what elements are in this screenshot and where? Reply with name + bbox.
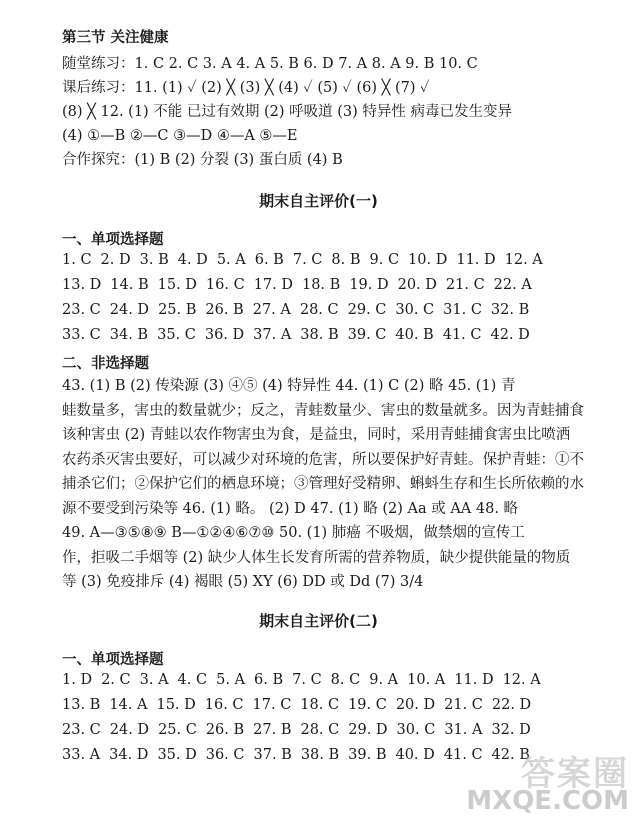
explore-answers: 合作探究：(1) B (2) 分裂 (3) 蛋白质 (4) B (62, 152, 343, 168)
answer-item: 33. C (62, 327, 101, 343)
answer-item: 23. C (62, 302, 101, 318)
answer-item: 42. D (490, 327, 530, 343)
eval-1-mc-answers (62, 248, 562, 348)
eval-1-nonmc-heading: 二、非选择题 (62, 356, 149, 372)
answer-item: 29. C (347, 302, 387, 318)
answer-item: 42. B (491, 747, 530, 763)
eval-1-title: 期末自主评价(一) (259, 192, 378, 210)
answer-item: 30. C (395, 302, 435, 318)
answer-item: 10. A (407, 672, 446, 688)
answer-item: 9. C (369, 252, 400, 268)
answer-item: 11. D (456, 252, 496, 268)
answer-item: 4. C (177, 672, 208, 688)
answer-item: 13. D (62, 277, 102, 293)
answer-item: 23. C (62, 722, 101, 738)
answer-item: 37. A (253, 327, 292, 343)
answer-item: 4. D (177, 252, 208, 268)
answer-item: 15. D (157, 277, 197, 293)
answer-item: 21. C (445, 277, 485, 293)
answer-row (62, 718, 562, 743)
answer-item: 28. C (300, 722, 340, 738)
answer-item: 32. D (491, 722, 531, 738)
eval-1-mc-heading: 一、单项选择题 (62, 232, 164, 248)
answer-item: 17. D (253, 277, 293, 293)
answer-item: 24. D (109, 302, 150, 318)
homework-answers-line-3: (4) ①—B ②—C ③—D ④—A ⑤—E (62, 128, 298, 144)
answer-item: 25. B (158, 302, 197, 318)
answer-item: 12. A (502, 672, 541, 688)
answer-item: 1. D (62, 672, 93, 688)
answer-item: 6. B (254, 672, 284, 688)
answer-item: 2. C (101, 672, 131, 688)
watermark-stamp: 答案圈 (521, 754, 629, 794)
answer-item: 39. C (347, 327, 387, 343)
answer-item: 40. D (395, 747, 435, 763)
answer-item: 19. D (349, 277, 389, 293)
section-title: 第三节 关注健康 (62, 30, 169, 46)
eval-2-title: 期末自主评价(二) (259, 612, 378, 630)
answer-item: 33. A (62, 747, 101, 763)
answer-item: 37. B (253, 747, 292, 763)
answer-item: 16. C (204, 697, 244, 713)
answer-row (62, 693, 562, 718)
answer-item: 10. D (408, 252, 448, 268)
answer-item: 31. C (443, 302, 482, 318)
answer-item: 8. C (330, 672, 361, 688)
homework-answers-line-2: (8) ╳ 12. (1) 不能 已过有效期 (2) 呼吸道 (3) 特异性 病毒已发生变异 (62, 104, 513, 120)
answer-item: 34. B (109, 327, 149, 343)
answer-item: 7. C (292, 252, 323, 268)
watermark-site: MXQE.COM (466, 786, 629, 816)
answer-item: 9. A (369, 672, 399, 688)
answer-item: 3. B (139, 252, 169, 268)
answer-item: 25. C (158, 722, 197, 738)
answer-item: 29. D (348, 722, 388, 738)
answer-item: 26. B (205, 302, 244, 318)
answer-item: 3. A (139, 672, 169, 688)
answer-item: 2. D (100, 252, 131, 268)
answer-item: 20. D (397, 277, 437, 293)
answer-item: 5. A (216, 672, 246, 688)
answer-text-line: 49. A—③⑤⑧⑨ B—①②④⑥⑦⑩ 50. (1) 肺癌 不吸烟，做禁烟的宣传工 (62, 525, 525, 541)
answer-row (62, 298, 562, 323)
answer-item: 6. B (254, 252, 284, 268)
answer-item: 22. A (493, 277, 532, 293)
answer-item: 12. A (504, 252, 543, 268)
answer-item: 36. C (205, 747, 245, 763)
answer-item: 27. B (253, 722, 292, 738)
classwork-answers: 随堂练习：1. C 2. C 3. A 4. A 5. B 6. D 7. A 8. A 9. B 10. C (62, 56, 478, 72)
answer-item: 14. B (110, 277, 149, 293)
answer-item: 7. C (292, 672, 322, 688)
answer-text-line: 43. (1) B (2) 传染源 (3) ④⑤ (4) 特异性 44. (1) C (2) 略 45. (1) 青 (62, 378, 516, 394)
answer-row (62, 248, 562, 273)
answer-item: 13. B (62, 697, 101, 713)
answer-text-line: 源不要受到污染等 46. (1) 略。 (2) D 47. (1) 略 (2) Aa 或 AA 48. 略 (62, 500, 519, 517)
answer-item: 41. C (442, 327, 482, 343)
answer-text-line: 作，拒吸二手烟等 (2) 缺少人体生长发育所需的营养物质，缺少提供能量的物质 (62, 549, 571, 566)
answer-item: 18. B (301, 277, 341, 293)
answer-item: 20. D (395, 697, 436, 713)
answer-row (62, 668, 562, 693)
answer-item: 27. A (252, 302, 291, 318)
answer-item: 22. D (491, 697, 532, 713)
answer-item: 17. C (252, 697, 292, 713)
answer-row (62, 323, 562, 348)
answer-item: 26. B (205, 722, 245, 738)
answer-item: 18. C (300, 697, 340, 713)
answer-item: 24. D (109, 722, 150, 738)
answer-item: 14. A (109, 697, 148, 713)
answer-item: 28. C (299, 302, 339, 318)
answer-item: 21. C (444, 697, 483, 713)
answer-item: 1. C (62, 252, 92, 268)
answer-item: 16. C (205, 277, 245, 293)
answer-item: 11. D (454, 672, 494, 688)
homework-answers-line-1: 课后练习：11. (1) ✓ (2) ╳ (3) ╳ (4) ✓ (5) ✓ (6) ╳ (7) ✓ (62, 80, 430, 96)
answer-item: 39. B (348, 747, 387, 763)
answer-text-line: 农药杀灭害虫要好，可以减少对环境的危害，所以要保护好青蛙。保护青蛙：①不 (62, 451, 584, 468)
answer-text-line: 捕杀它们；②保护它们的栖息环境；③管理好受精卵、蝌蚪生存和生长所依赖的水 (62, 476, 584, 492)
answer-item: 5. A (216, 252, 246, 268)
answer-row (62, 273, 562, 298)
answer-item: 38. B (300, 327, 339, 343)
answer-item: 36. D (204, 327, 245, 343)
watermark (439, 746, 629, 816)
answer-item: 31. A (444, 722, 483, 738)
answer-text-line: 等 (3) 免疫排斥 (4) 褐眼 (5) XY (6) DD 或 Dd (7) 3/4 (62, 574, 424, 590)
answer-item: 35. C (157, 327, 196, 343)
answer-item: 19. C (348, 697, 387, 713)
answer-item: 34. D (109, 747, 149, 763)
eval-2-mc-heading: 一、单项选择题 (62, 652, 164, 668)
answer-text-line: 该种害虫 (2) 青蛙以农作物害虫为食，是益虫，同时，采用青蛙捕食害虫比喷洒 (62, 427, 571, 443)
answer-item: 40. B (395, 327, 434, 343)
answer-item: 41. C (443, 747, 483, 763)
answer-item: 38. B (300, 747, 340, 763)
answer-item: 35. D (157, 747, 197, 763)
answer-item: 8. B (331, 252, 361, 268)
answer-item: 32. B (490, 302, 530, 318)
answer-item: 30. C (396, 722, 436, 738)
answer-text-line: 蛙数量多，害虫的数量就少；反之，青蛙数量少、害虫的数量就多。因为青蛙捕食 (62, 402, 584, 419)
answer-item: 15. D (156, 697, 196, 713)
